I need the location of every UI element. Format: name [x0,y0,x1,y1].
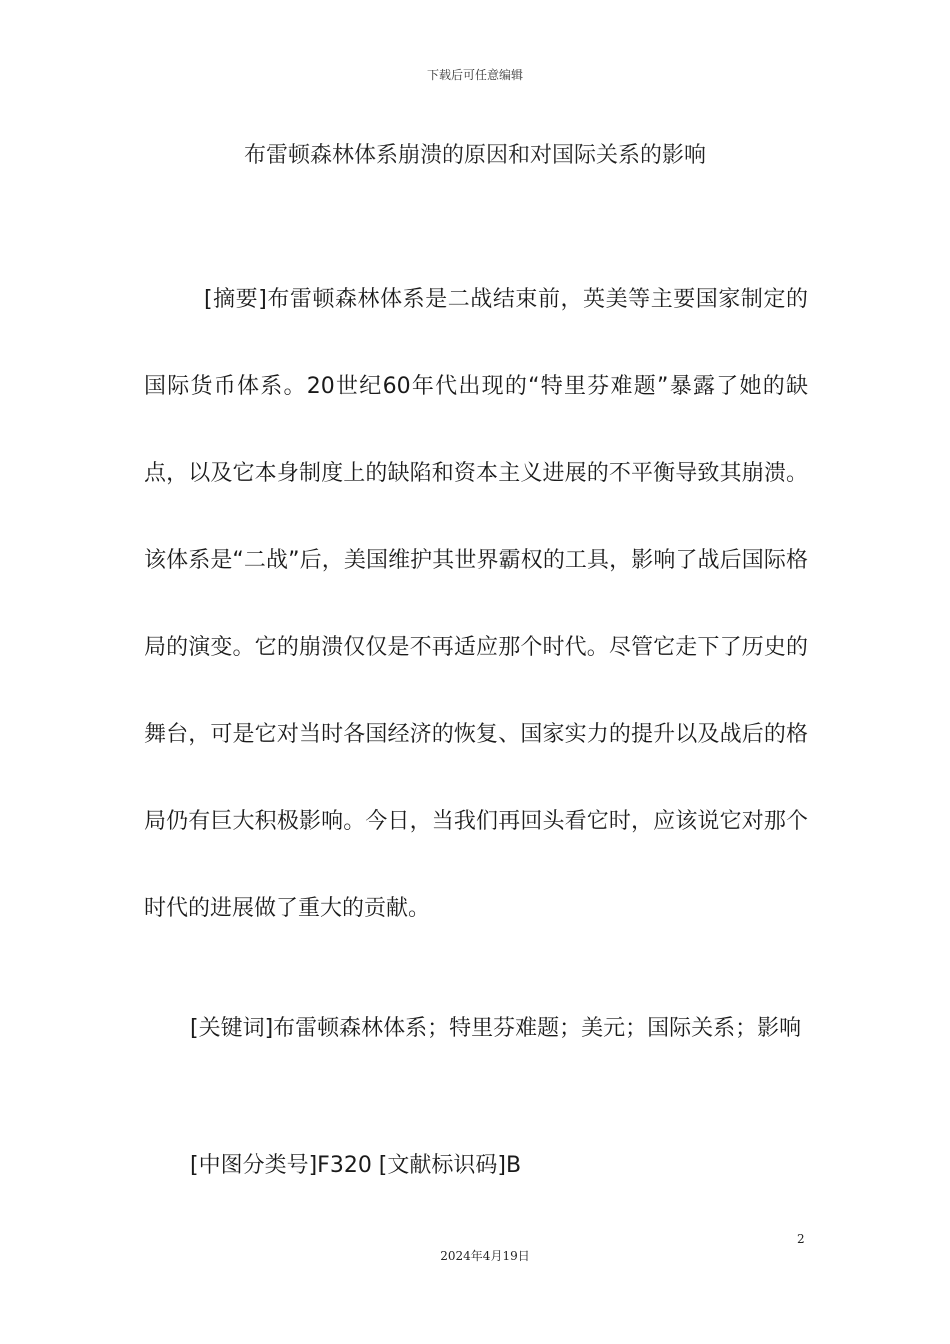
footer-date: 2024年4月19日 [440,1249,530,1263]
document-title: 布雷顿森林体系崩溃的原因和对国际关系的影响 [243,143,706,168]
abstract-paragraph: [摘要]布雷顿森林体系是二战结束前，英美等主要国家制定的国际货币体系。20世纪60年代出现的“特里芬难题”暴露了她的缺点，以及它本身制度上的缺陷和资本主义进展的不平衡导致其崩溃。该体系是“二战”后，美国维护其世界霸权的工具，影响了战后国际格局的演变。它的崩溃仅仅是不再适应那个时代。尽管它走下了历史的舞台，可是它对当时各国经济的恢复、国家实力的提升以及战后的格局仍有巨大积极影响。今日，当我们再回头看它时，应该说它对那个时代的进展做了重大的贡献。 [144,287,808,921]
keywords-paragraph: [关键词]布雷顿森林体系；特里芬难题；美元；国际关系；影响 [190,1016,802,1041]
header-note: 下载后可任意编辑 [426,68,523,82]
classification-line: [中图分类号]F320 [文献标识码]B [190,1153,522,1178]
page-number: 2 [797,1232,805,1246]
